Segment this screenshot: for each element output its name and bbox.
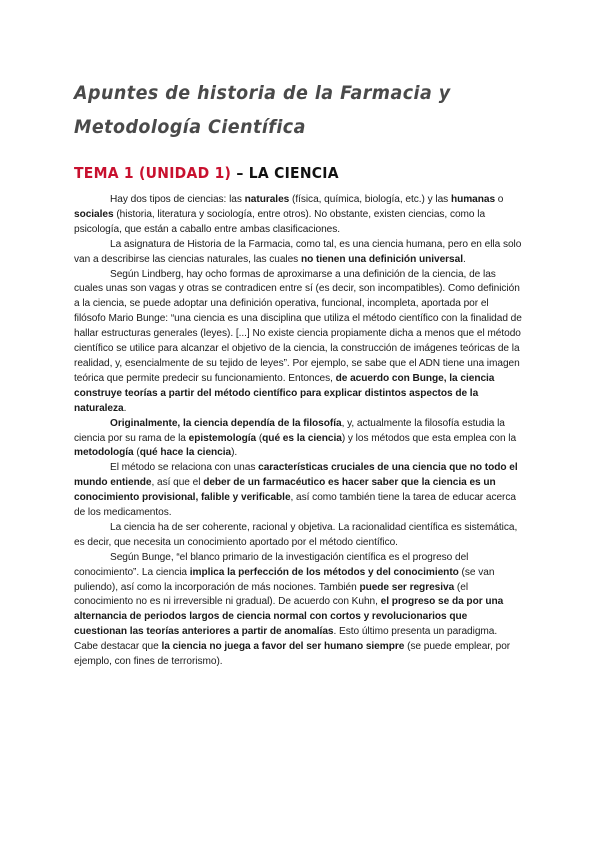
emphasis-text: metodología bbox=[74, 447, 134, 459]
emphasis-text: Originalmente, la ciencia dependía de la filosofía bbox=[110, 417, 342, 429]
paragraph-text: , así como también tiene la tarea de educar acerca de los medicamentos. bbox=[74, 492, 516, 519]
paragraph-text: (se puede emplear, por ejemplo, con fines de terrorismo). bbox=[74, 641, 511, 668]
paragraph bbox=[74, 268, 522, 417]
paragraph bbox=[74, 461, 522, 521]
paragraph bbox=[74, 521, 522, 551]
paragraph-text: . bbox=[462, 253, 466, 265]
paragraph-text: La asignatura de Historia de la Farmacia, como tal, es una ciencia humana, pero en ella solo van a describirse las ciencias naturales, las cuales bbox=[74, 238, 522, 265]
emphasis-text: qué es la ciencia bbox=[262, 432, 342, 444]
paragraph-text: El método se relaciona con unas bbox=[110, 462, 259, 474]
paragraph-text: ) y los métodos que esta emplea con la bbox=[341, 432, 517, 444]
emphasis-text: sociales bbox=[74, 208, 114, 220]
document-title-line-1: Apuntes de historia de la Farmacia y bbox=[74, 82, 451, 104]
paragraph-text: (física, química, biología, etc.) y las bbox=[289, 194, 451, 205]
paragraph bbox=[74, 193, 522, 238]
emphasis-text: qué hace la ciencia bbox=[139, 447, 232, 459]
document-title bbox=[74, 76, 506, 144]
paragraph bbox=[74, 238, 522, 268]
emphasis-text: la ciencia no juega a favor del ser humano siempre bbox=[161, 641, 405, 653]
paragraph bbox=[74, 417, 522, 462]
paragraph-text: . bbox=[123, 402, 127, 414]
paragraph-text: (se van puliendo), así como la incorporación de más nociones. También bbox=[74, 566, 495, 593]
paragraph-text: ( bbox=[256, 432, 263, 444]
emphasis-text: deber de un farmacéutico es hacer saber que la ciencia es un conocimiento provisional, falible y verificable bbox=[74, 477, 496, 504]
emphasis-text: epistemología bbox=[188, 432, 257, 444]
emphasis-text: no tienen una definición universal bbox=[300, 253, 463, 265]
emphasis-text: de acuerdo con Bunge, la ciencia construye teorías a partir del método científico para explicar distintos aspectos de la naturaleza bbox=[74, 372, 495, 414]
paragraph-text: Según Lindberg, hay ocho formas de aproximarse a una definición de la ciencia, de las cuales unas son vagas y otras se contradicen entre sí (es decir, son incompatibles). Como definición a la ciencia, se puede adoptar una definición operativa, funcional, incompleta, aportada por el filósofo Mario Bunge: “una ciencia es una disciplina que utiliza el método científico con la finalidad de hallar estructuras generales (leyes). [...] No existe ciencia propiamente dicha a menos que el método científico se utilice para alcanzar el objetivo de la ciencia, la construcción de imágenes teóricas de la realidad, y, esencialmente de su tejido de leyes”. Por ejemplo, se sabe que el ADN tiene una imagen teórica que permite predecir su funcionamiento. Entonces, bbox=[74, 268, 522, 384]
section-label: TEMA 1 (UNIDAD 1) bbox=[74, 164, 232, 182]
paragraph-text: ( bbox=[133, 447, 140, 459]
emphasis-text: naturales bbox=[244, 194, 290, 205]
body-text bbox=[74, 193, 522, 670]
emphasis-text: características cruciales de una ciencia que no todo el mundo entiende bbox=[74, 462, 518, 489]
emphasis-text: puede ser regresiva bbox=[359, 581, 455, 593]
paragraph-text: Hay dos tipos de ciencias: las bbox=[110, 194, 245, 205]
paragraph-text: , y, actualmente la filosofía estudia la ciencia por su rama de la bbox=[74, 417, 505, 444]
paragraph-text: (historia, literatura y sociología, entre otros). No obstante, existen ciencias, como la psicología, que están a caballo entre ambas clasificaciones. bbox=[74, 208, 486, 235]
section-heading bbox=[74, 162, 339, 184]
section-topic: LA CIENCIA bbox=[248, 164, 339, 182]
section-dash: – bbox=[231, 164, 249, 182]
paragraph-text: o bbox=[495, 194, 504, 205]
emphasis-text: humanas bbox=[450, 194, 496, 205]
paragraph bbox=[74, 551, 522, 670]
paragraph-text: Según Bunge, “el blanco primario de la investigación científica es el progreso del conocimiento”. La ciencia bbox=[74, 551, 469, 578]
paragraph-text: . Esto último presenta un paradigma. Cabe destacar que bbox=[74, 626, 498, 653]
emphasis-text: el progreso se da por una alternancia de periodos largos de ciencia normal con cortos y revolucionarios que cuestionan las teorías anteriores a partir de anomalías bbox=[74, 596, 504, 638]
paragraph-text: ). bbox=[231, 447, 238, 459]
emphasis-text: implica la perfección de los métodos y del conocimiento bbox=[189, 566, 459, 578]
document-title-line-2: Metodología Científica bbox=[74, 116, 306, 138]
paragraph-text: (el conocimiento no es ni irreversible ni gradual). De acuerdo con Kuhn, bbox=[74, 581, 469, 608]
paragraph-text: La ciencia ha de ser coherente, racional y objetiva. La racionalidad científica es sistemática, es decir, que necesita un conocimiento aportado por el método científico. bbox=[74, 521, 518, 548]
paragraph-text: , así que el bbox=[151, 477, 204, 489]
